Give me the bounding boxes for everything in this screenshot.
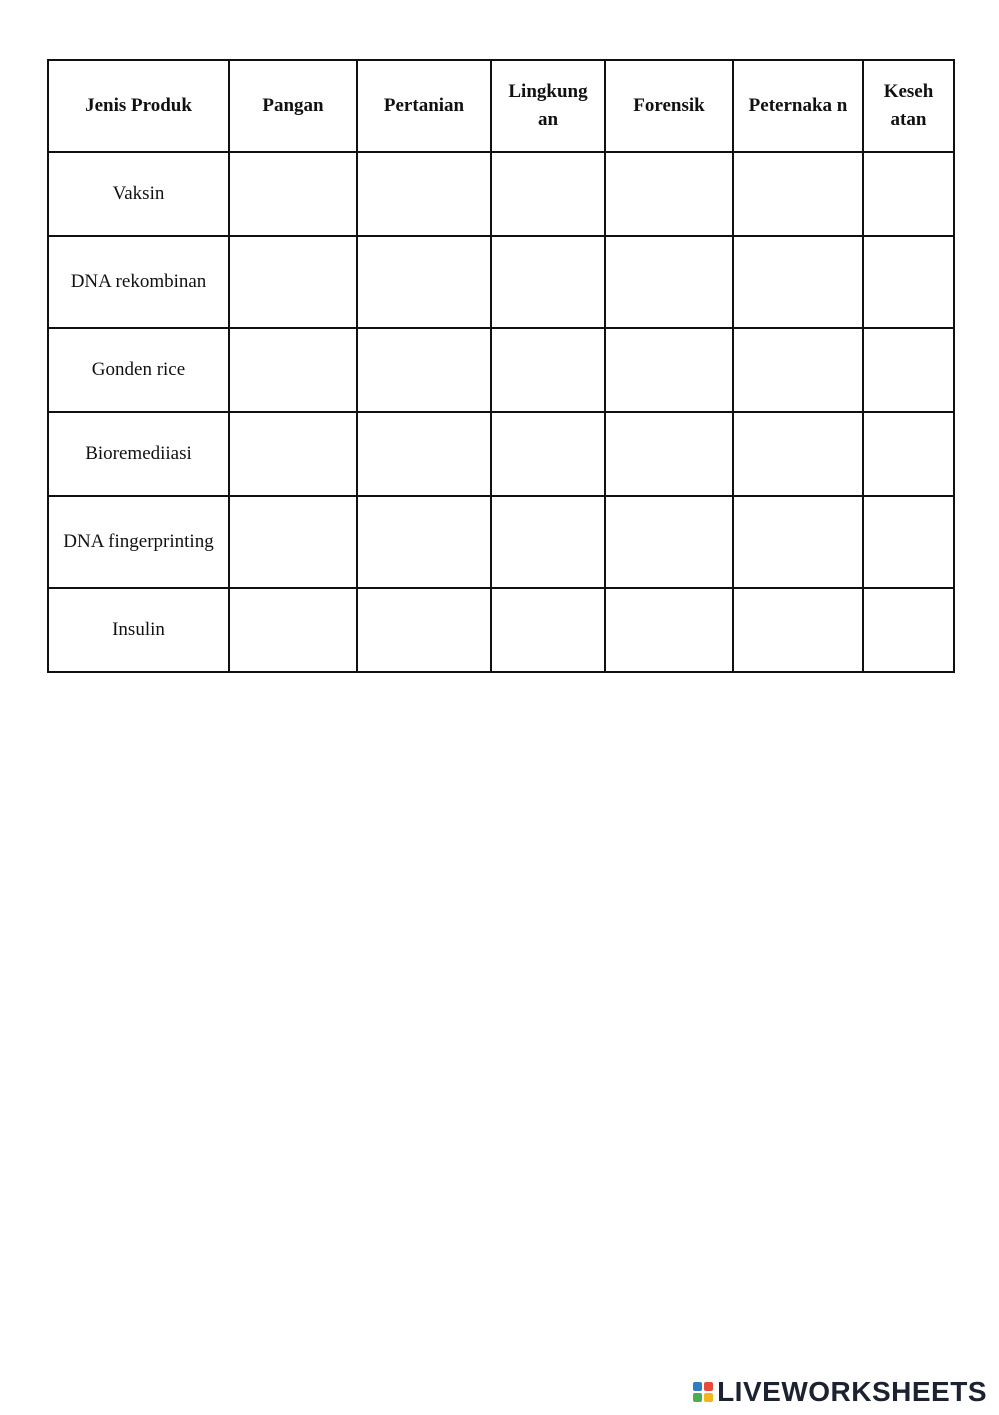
table-row [48,412,954,496]
answer-cell[interactable] [491,152,605,236]
answer-cell[interactable] [491,412,605,496]
liveworksheets-logo [693,1377,987,1407]
answer-cell[interactable] [491,588,605,672]
answer-cell[interactable] [357,328,491,412]
header-pangan: Pangan [229,60,357,152]
header-kesehatan: Keseh atan [863,60,954,152]
answer-cell[interactable] [357,236,491,328]
answer-cell[interactable] [357,588,491,672]
row-label: Bioremediiasi [48,412,229,496]
answer-cell[interactable] [733,496,863,588]
logo-square-icon [693,1382,702,1391]
header-lingkungan: Lingkung an [491,60,605,152]
header-jenis-produk: Jenis Produk [48,60,229,152]
answer-cell[interactable] [863,152,954,236]
answer-cell[interactable] [605,328,733,412]
answer-cell[interactable] [229,328,357,412]
row-label: DNA fingerprinting [48,496,229,588]
answer-cell[interactable] [357,152,491,236]
answer-cell[interactable] [863,496,954,588]
answer-cell[interactable] [357,412,491,496]
answer-cell[interactable] [605,412,733,496]
row-label: Vaksin [48,152,229,236]
liveworksheets-wordmark: LIVEWORKSHEETS [717,1376,987,1407]
answer-cell[interactable] [605,588,733,672]
answer-cell[interactable] [229,152,357,236]
answer-cell[interactable] [357,496,491,588]
answer-cell[interactable] [863,236,954,328]
answer-cell[interactable] [229,412,357,496]
answer-cell[interactable] [863,588,954,672]
table-row [48,588,954,672]
answer-cell[interactable] [229,236,357,328]
product-table [47,59,955,673]
logo-square-icon [704,1382,713,1391]
answer-cell[interactable] [491,236,605,328]
table-row [48,496,954,588]
row-label: DNA rekombinan [48,236,229,328]
table-row [48,328,954,412]
answer-cell[interactable] [733,588,863,672]
header-forensik: Forensik [605,60,733,152]
table-row [48,152,954,236]
answer-cell[interactable] [733,152,863,236]
logo-square-icon [693,1393,702,1402]
row-label: Gonden rice [48,328,229,412]
answer-cell[interactable] [229,588,357,672]
answer-cell[interactable] [733,412,863,496]
table-row [48,236,954,328]
answer-cell[interactable] [605,152,733,236]
logo-square-icon [704,1393,713,1402]
answer-cell[interactable] [863,412,954,496]
header-pertanian: Pertanian [357,60,491,152]
answer-cell[interactable] [229,496,357,588]
liveworksheets-icon [693,1382,713,1402]
answer-cell[interactable] [605,496,733,588]
answer-cell[interactable] [605,236,733,328]
answer-cell[interactable] [733,236,863,328]
row-label: Insulin [48,588,229,672]
table-header-row [48,60,954,152]
answer-cell[interactable] [491,328,605,412]
answer-cell[interactable] [491,496,605,588]
header-peternakan: Peternaka n [733,60,863,152]
answer-cell[interactable] [733,328,863,412]
answer-cell[interactable] [863,328,954,412]
